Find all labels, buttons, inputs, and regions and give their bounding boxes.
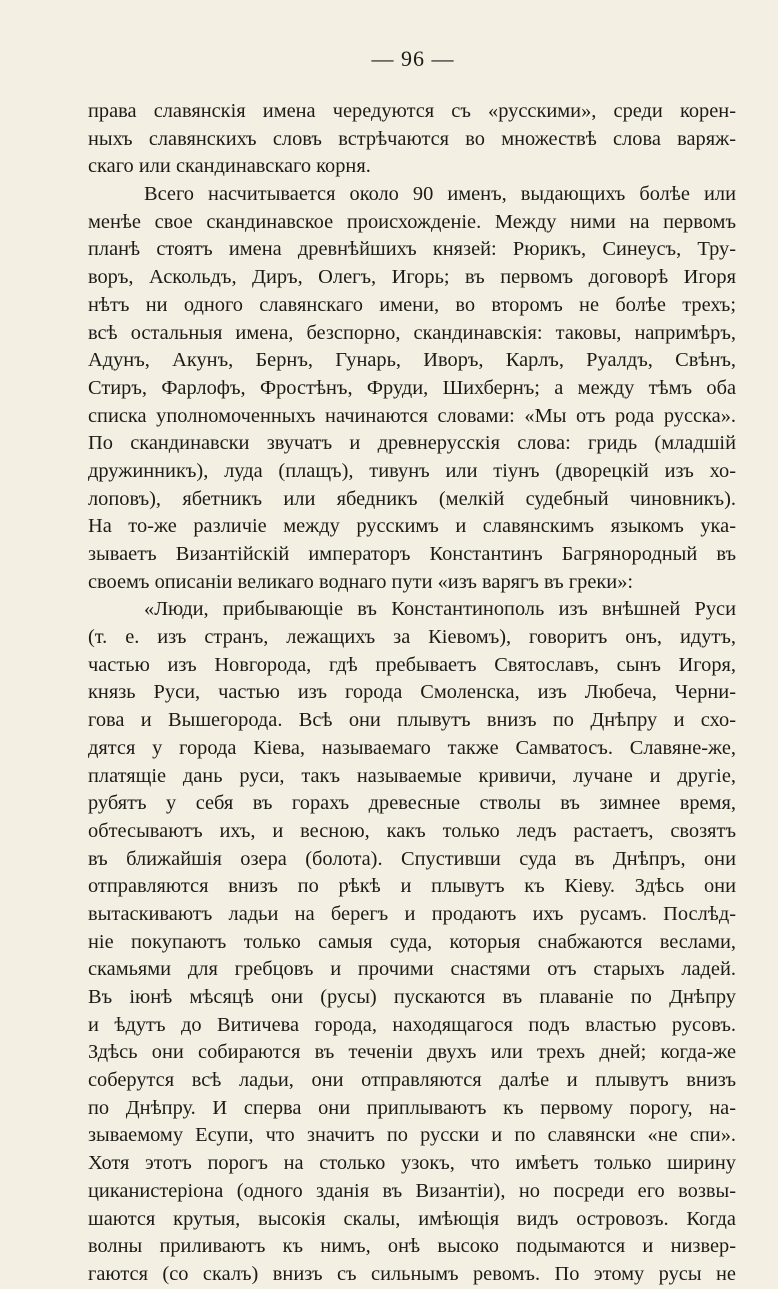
text-line: ніе покупаютъ только самыя суда, которыя снабжаются веслами, <box>88 930 736 953</box>
text-line: зываемому Есупи, что значитъ по русски и по славянски «не спи». <box>88 1124 736 1147</box>
text-line: Адунъ, Акунъ, Бернъ, Гунарь, Иворъ, Карлъ, Руалдъ, Свѣнъ, <box>88 349 736 372</box>
text-line: планѣ стоятъ имена древнѣйшихъ князей: Рюрикъ, Синеусъ, Тру- <box>88 238 736 261</box>
text-line: нѣтъ ни одного славянскаго имени, во второмъ не болѣе трехъ; <box>88 293 736 316</box>
body-text <box>88 98 736 1289</box>
text-line: отправляются внизъ по рѣкѣ и плывутъ къ Кіеву. Здѣсь они <box>88 875 736 898</box>
text-line: Всего насчитывается около 90 именъ, выдающихъ болѣе или <box>144 183 736 206</box>
text-line: «Люди, прибывающіе въ Константинополь изъ внѣшней Руси <box>144 598 736 621</box>
text-line: гова и Вышегорода. Всѣ они плывутъ внизъ по Днѣпру и схо- <box>88 709 736 732</box>
text-line: списка уполномоченныхъ начинаются словами: «Мы отъ рода русска». <box>88 404 736 427</box>
text-line: соберутся всѣ ладьи, они отправляются далѣе и плывутъ внизъ <box>88 1069 736 1092</box>
text-line: шаются крутыя, высокія скалы, имѣющія видъ островозъ. Когда <box>88 1207 736 1230</box>
text-line: князь Руси, частью изъ города Смоленска, изъ Любеча, Черни- <box>88 681 736 704</box>
text-line: и ѣдутъ до Витичева города, находящагося подъ властью русовъ. <box>88 1013 736 1036</box>
text-line: Хотя этотъ порогъ на столько узокъ, что имѣетъ только ширину <box>88 1152 736 1175</box>
text-line: платящіе дань руси, такъ называемые кривичи, лучане и другіе, <box>88 764 736 787</box>
text-line: частью изъ Новгорода, гдѣ пребываетъ Святославъ, сынъ Игоря, <box>88 653 736 676</box>
text-line: вытаскиваютъ ладьи на берегъ и продаютъ ихъ русамъ. Послѣд- <box>88 902 736 925</box>
text-line: права славянскія имена чередуются съ «русскими», среди корен- <box>88 100 736 122</box>
text-line: въ ближайшія озера (болота). Спустивши суда въ Днѣпръ, они <box>88 847 736 870</box>
text-line: (т. е. изъ странъ, лежащихъ за Кіевомъ), говоритъ онъ, идутъ, <box>88 626 736 649</box>
text-line: рубятъ у себя въ горахъ древесные стволы въ зимнее время, <box>88 792 736 815</box>
text-line: своемъ описаніи великаго воднаго пути «изъ варягъ въ греки»: <box>88 570 634 593</box>
text-line: ныхъ славянскихъ словъ встрѣчаются во множествѣ слова варяж- <box>88 127 736 150</box>
text-line: дятся у города Кіева, называемаго также Самватосъ. Славяне-же, <box>88 736 736 759</box>
text-line: волны приливаютъ къ нимъ, онѣ высоко подымаются и низвер- <box>88 1235 736 1258</box>
text-line: По скандинавски звучатъ и древнерусскія слова: гридь (младшій <box>88 432 736 455</box>
text-line: Здѣсь они собираются въ теченіи двухъ или трехъ дней; когда-же <box>88 1041 736 1064</box>
text-line: воръ, Аскольдъ, Диръ, Олегъ, Игорь; въ первомъ договорѣ Игоря <box>88 266 736 289</box>
text-line: дружинникъ), луда (плащъ), тивунъ или тіунъ (дворецкій изъ хо- <box>88 459 736 482</box>
text-line: циканистеріона (одного зданія въ Византіи), но посреди его возвы- <box>88 1179 736 1202</box>
text-line: Въ іюнѣ мѣсяцѣ они (русы) пускаются въ плаваніе по Днѣпру <box>88 986 736 1008</box>
text-line: лоповъ), ябетникъ или ябедникъ (мелкій судебный чиновникъ). <box>88 487 736 510</box>
text-line: менѣе свое скандинавское происхожденіе. Между ними на первомъ <box>88 210 736 233</box>
text-line: На то-же различіе между русскимъ и славянскимъ языкомъ ука- <box>88 515 736 538</box>
text-line: скаго или скандинавскаго корня. <box>88 155 371 178</box>
text-line: Стиръ, Фарлофъ, Фростѣнъ, Фруди, Шихбернъ; а между тѣмъ оба <box>88 376 736 399</box>
text-line: скамьями для гребцовъ и прочими снастями отъ старыхъ ладей. <box>88 958 736 981</box>
text-line: всѣ остальныя имена, безспорно, скандинавскія: таковы, напримѣръ, <box>88 321 736 344</box>
text-line: по Днѣпру. И сперва они приплываютъ къ первому порогу, на- <box>88 1096 736 1119</box>
text-line: гаются (со скалъ) внизъ съ сильнымъ ревомъ. По этому русы не <box>88 1262 736 1285</box>
page-number: — 96 — <box>371 46 455 71</box>
text-line: обтесываютъ ихъ, и весною, какъ только ледъ растаетъ, свозятъ <box>88 819 736 842</box>
text-line: зываетъ Византійскій императоръ Константинъ Багрянородный въ <box>88 543 736 565</box>
